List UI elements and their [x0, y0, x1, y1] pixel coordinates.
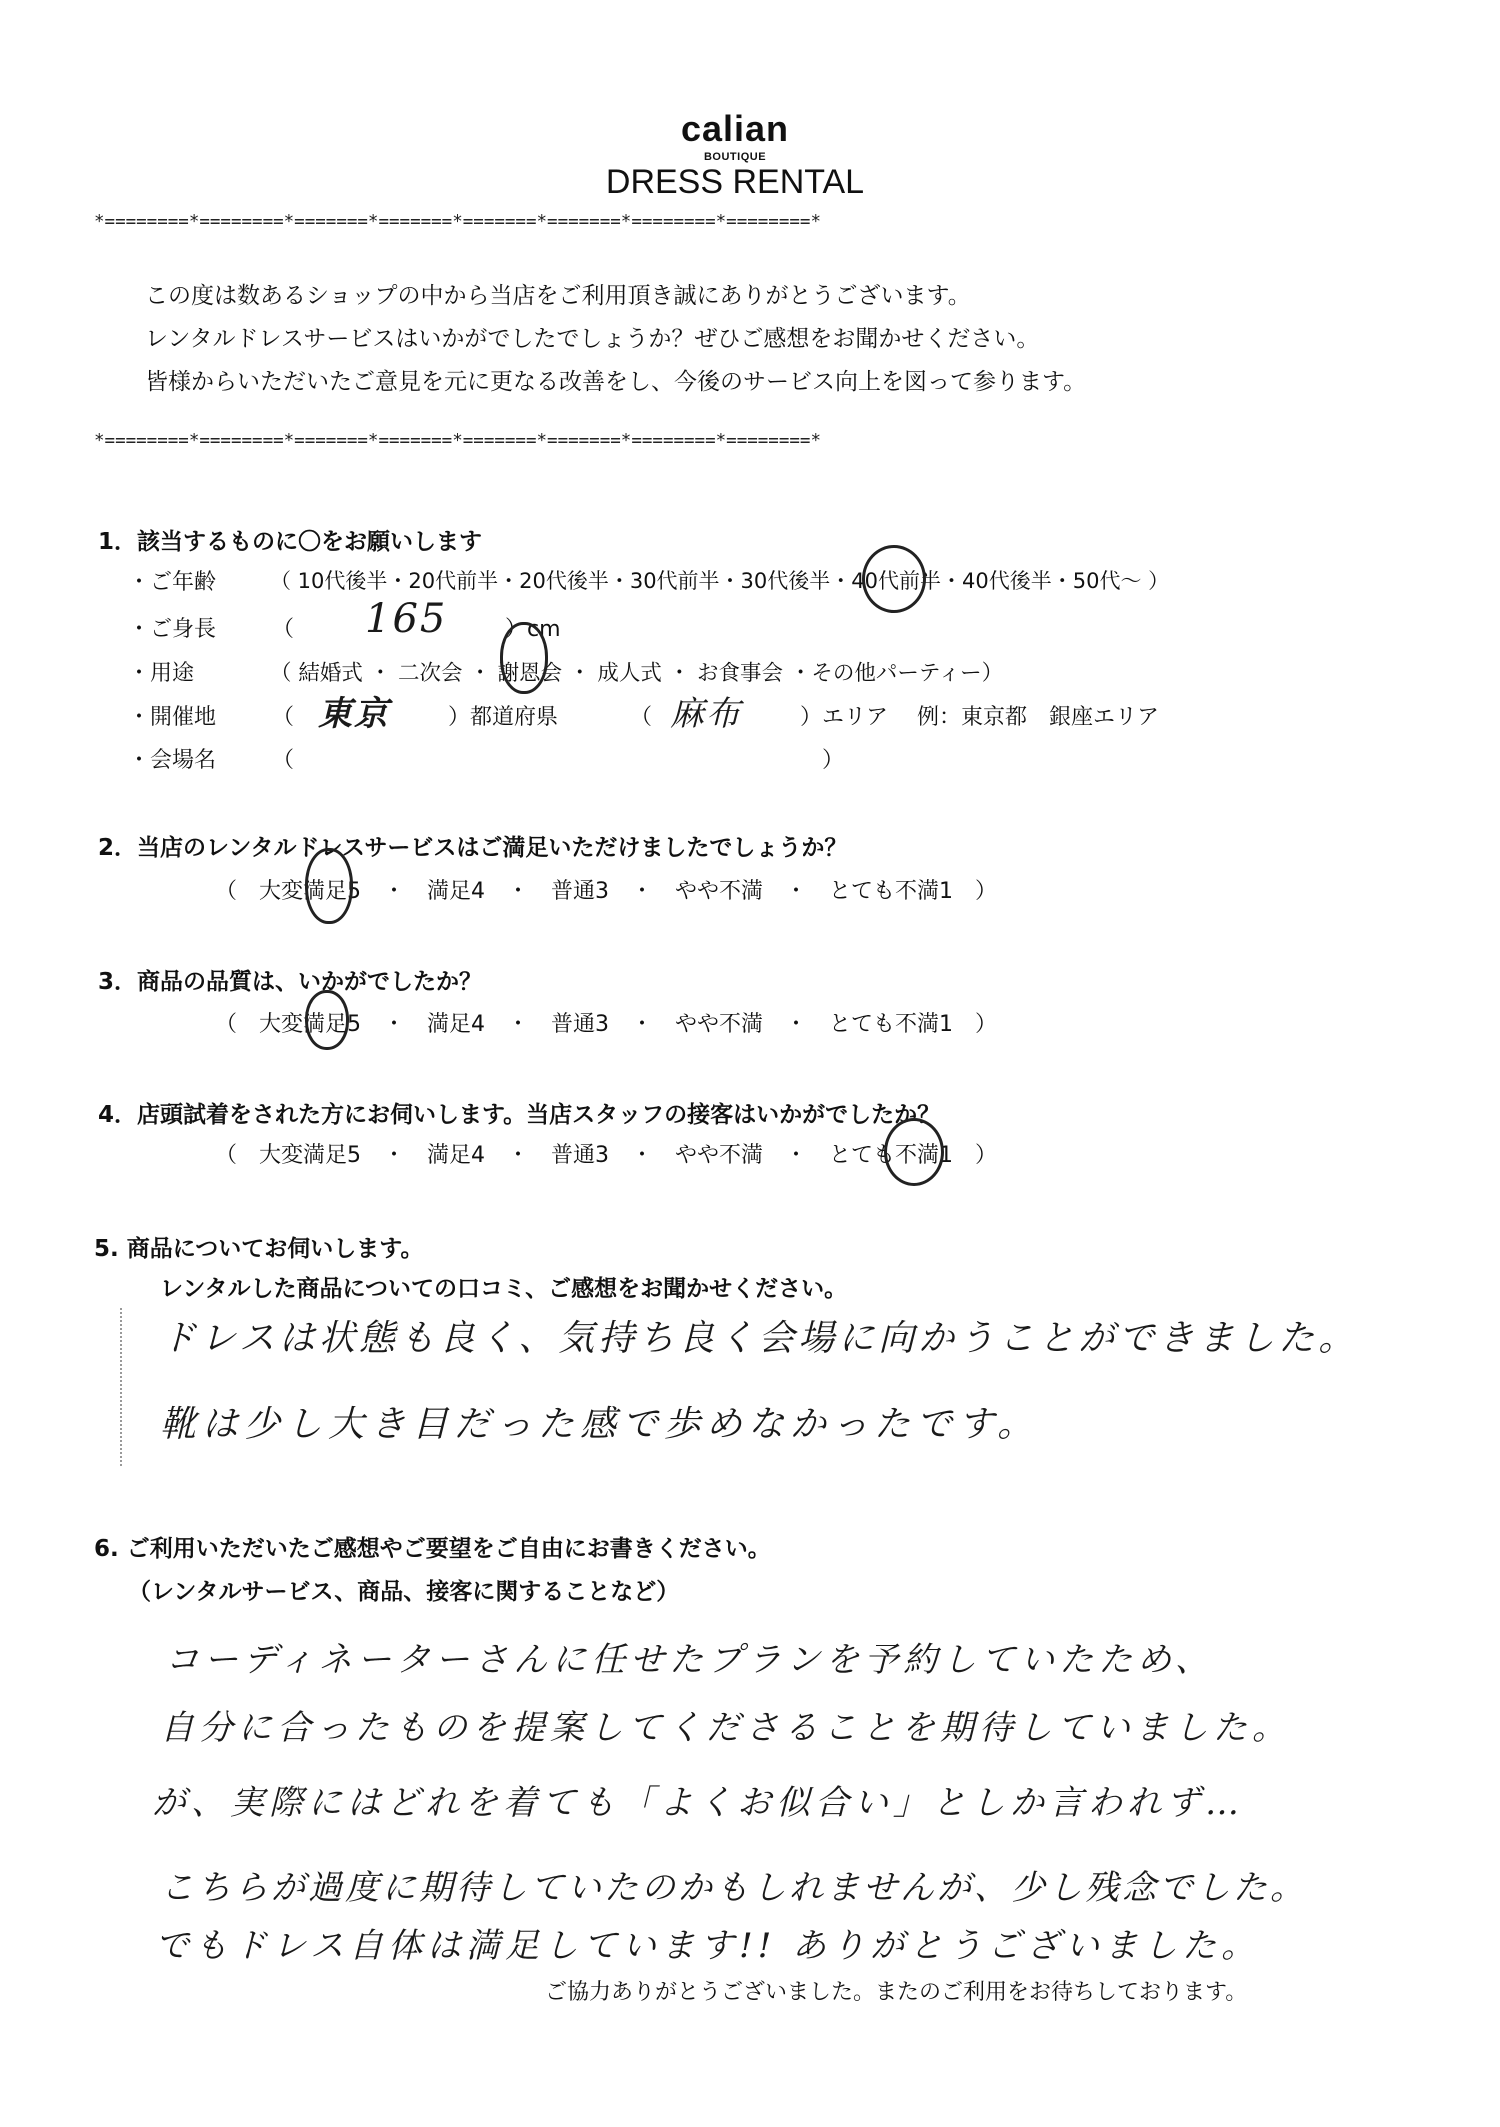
q6-answer-line-1: コーディネーターさんに任せたプランを予約していたため、: [165, 1640, 1214, 1680]
venue-area-label: ・開催地: [128, 705, 217, 730]
area-suffix: ）エリア 例：東京都 銀座エリア: [800, 705, 1159, 730]
q5-answer-line-1: ドレスは状態も良く、気持ち良く会場に向かうことができました。: [160, 1318, 1359, 1359]
age-options: （ 10代後半・20代前半・20代後半・30代前半・30代後半・40代前半・40代後半・50代～ ）: [270, 569, 1170, 593]
height-value: 165: [365, 596, 448, 642]
venue-value: （ ）: [272, 748, 845, 773]
q3-options: （ 大変満足5 ・ 満足4 ・ 普通3 ・ やや不満 ・ とても不満1 ）: [215, 1012, 997, 1037]
q5-title: 5. 商品についてお伺いします。: [94, 1236, 424, 1262]
intro-line-3: 皆様からいただいたご意見を元に更なる改善をし、今後のサービス向上を図って参ります。: [145, 369, 1087, 395]
q2-selection-circle: [305, 848, 353, 924]
q6-answer-line-3: が、実際にはどれを着ても「よくお似合い」としか言われず…: [152, 1783, 1244, 1823]
purpose-options: （ 結婚式 ・ 二次会 ・ 謝恩会 ・ 成人式 ・ お食事会 ・その他パーティー）: [270, 661, 1004, 686]
separator-top: *========*========*=======*=======*=======*=======*========*========*: [94, 212, 821, 232]
q6-answer-line-5: でもドレス自体は満足しています!! ありがとうございました。: [155, 1926, 1261, 1966]
q1-title: 1．該当するものに〇をお願いします: [98, 529, 483, 555]
brand-logo: calian: [680, 108, 790, 149]
age-label: ・ご年齢: [128, 570, 217, 595]
pref-open: （: [272, 705, 295, 730]
height-unit: ）cm: [505, 617, 561, 642]
brand-sub: BOUTIQUE: [703, 151, 767, 163]
q3-title: 3．商品の品質は、いかがでしたか？: [98, 969, 483, 995]
purpose-label: ・用途: [128, 661, 195, 686]
page-title: DRESS RENTAL: [605, 163, 865, 201]
height-open: （: [272, 617, 295, 642]
q4-options: （ 大変満足5 ・ 満足4 ・ 普通3 ・ やや不満 ・ とても不満1 ）: [215, 1143, 997, 1168]
q5-answer-box-border: [120, 1308, 122, 1466]
q6-title: 6. ご利用いただいたご感想やご要望をご自由にお書きください。: [94, 1536, 771, 1562]
pref-suffix: ）都道府県: [448, 705, 559, 730]
q4-title: 4．店頭試着をされた方にお伺いします。当店スタッフの接客はいかがでしたか？: [98, 1102, 941, 1128]
q6-answer-line-2: 自分に合ったものを提案してくださることを期待していました。: [160, 1708, 1291, 1748]
pref-value: 東京: [318, 694, 390, 734]
q3-selection-circle: [305, 990, 349, 1050]
q6-answer-line-4: こちらが過度に期待していたのかもしれませんが、少し残念でした。: [160, 1868, 1307, 1908]
height-label: ・ご身長: [128, 617, 217, 642]
q6-subtitle: （レンタルサービス、商品、接客に関することなど）: [128, 1579, 680, 1605]
area-value: 麻布: [670, 694, 742, 734]
area-open: （: [630, 705, 653, 730]
q5-subtitle: レンタルした商品についての口コミ、ご感想をお聞かせください。: [160, 1276, 848, 1302]
intro-line-2: レンタルドレスサービスはいかがでしたでしょうか？ぜひご感想をお聞かせください。: [145, 326, 1040, 352]
purpose-selection-circle: [500, 622, 548, 694]
q2-options: （ 大変満足5 ・ 満足4 ・ 普通3 ・ やや不満 ・ とても不満1 ）: [215, 879, 997, 904]
footer-thanks: ご協力ありがとうございました。またのご利用をお待ちしております。: [545, 1980, 1248, 2005]
venue-label: ・会場名: [128, 748, 217, 773]
q2-title: 2．当店のレンタルドレスサービスはご満足いただけましたでしょうか？: [98, 835, 848, 861]
intro-line-1: この度は数あるショップの中から当店をご利用頂き誠にありがとうございます。: [145, 283, 971, 309]
q5-answer-line-2: 靴は少し大き目だった感で歩めなかったです。: [160, 1404, 1040, 1445]
q4-selection-circle: [884, 1118, 944, 1186]
separator-bottom: *========*========*=======*=======*=======*=======*========*========*: [94, 431, 821, 451]
age-selection-circle: [862, 545, 926, 613]
